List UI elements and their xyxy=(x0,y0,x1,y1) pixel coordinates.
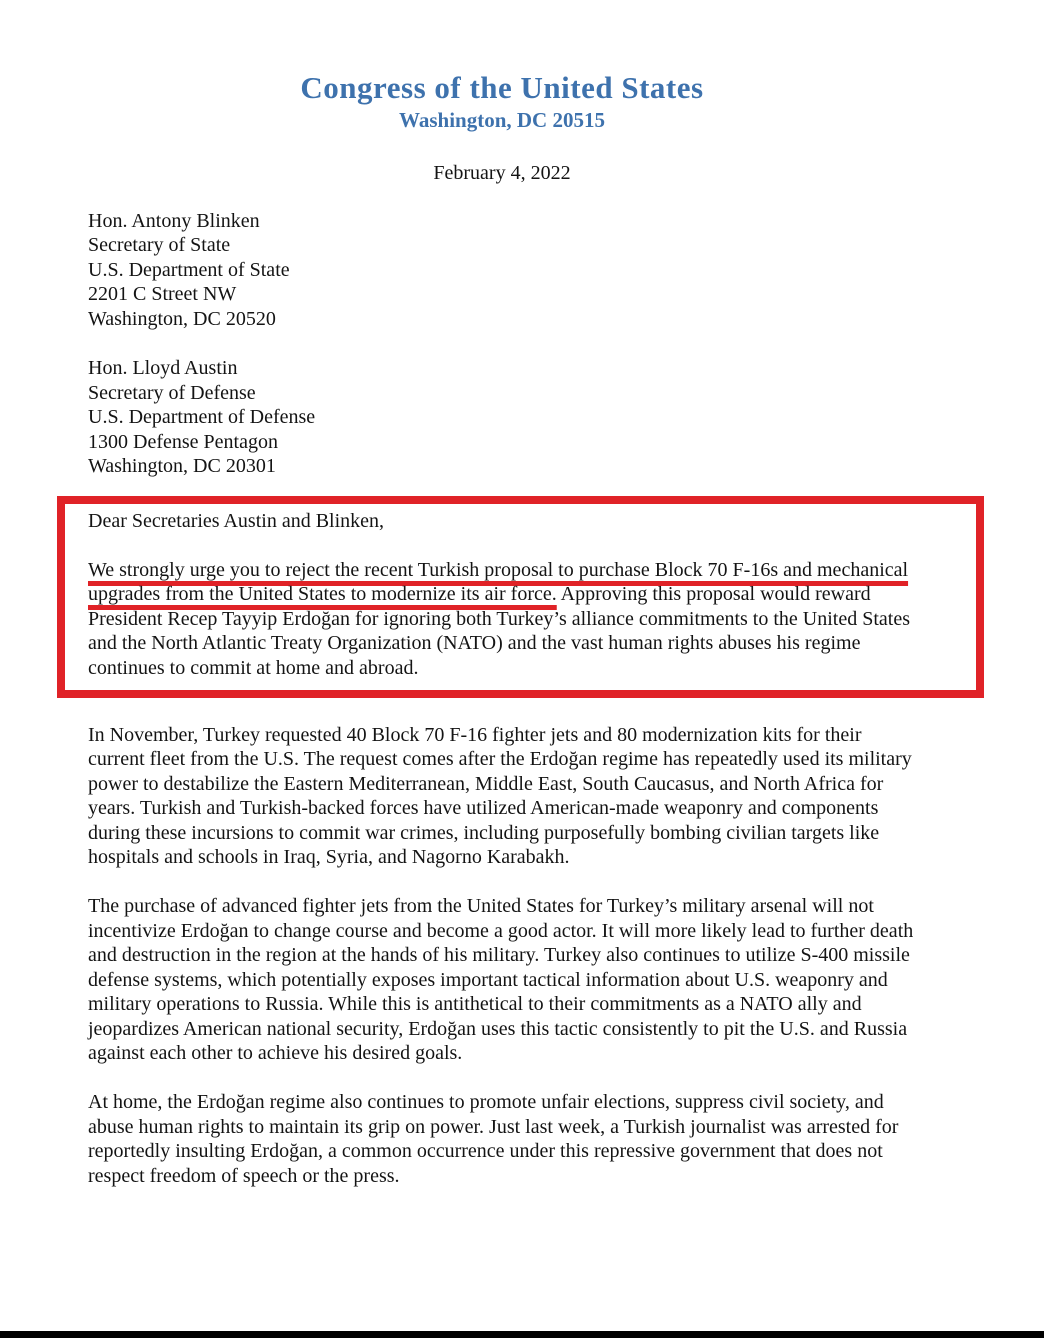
letterhead xyxy=(88,72,916,133)
recipient-city: Washington, DC 20301 xyxy=(88,455,276,478)
recipient-street: 2201 C Street NW xyxy=(88,283,237,306)
letterhead-title: Congress of the United States xyxy=(300,70,704,105)
paragraph-fighter-jets: The purchase of advanced fighter jets from the United States for Turkey’s military arsenal will not incentivize Erdoğan to change course and become a good actor. It will more likely lead to further death and destruction in the region at the hands of his military. Turkey also continues to utilize S-400 missile defense systems, which potentially exposes important tactical information about U.S. weaponry and military operations to Russia. While this is antithetical to their commitments as a NATO ally and jeopardizes American national security, Erdoğan uses this tactic consistently to pit the U.S. and Russia against each other to achieve his desired goals. xyxy=(88,895,914,1065)
recipient-title: Secretary of State xyxy=(88,234,231,257)
opening-paragraph xyxy=(88,558,916,681)
letterhead-subtitle: Washington, DC 20515 xyxy=(399,107,605,132)
letter-date: February 4, 2022 xyxy=(433,161,571,184)
paragraph-at-home: At home, the Erdoğan regime also continues to promote unfair elections, suppress civil society, and abuse human rights to maintain its grip on power. Just last week, a Turkish journalist was arrested for reportedly insulting Erdoğan, a common occurrence under this repressive government that does not respect freedom of speech or the press. xyxy=(88,1091,899,1187)
recipient-department: U.S. Department of State xyxy=(88,258,290,281)
recipient-austin-address xyxy=(88,356,1044,479)
salutation: Dear Secretaries Austin and Blinken, xyxy=(88,509,385,532)
opening-paragraph-rest: Approving this proposal would reward President Recep Tayyip Erdoğan for ignoring both Turkey’s alliance commitments to the United States and the North Atlantic Treaty Organization (NATO) and the vast human rights abuses his regime continues to commit at home and abroad. xyxy=(88,583,910,679)
paragraph-november-request: In November, Turkey requested 40 Block 70 F-16 fighter jets and 80 modernization kits for their current fleet from the U.S. The request comes after the Erdoğan regime has repeatedly used its military power to destabilize the Eastern Mediterranean, Middle East, South Caucasus, and North Africa for years. Turkish and Turkish-backed forces have utilized American-made weaponry and components during these incursions to commit war crimes, including purposefully bombing civilian targets like hospitals and schools in Iraq, Syria, and Nagorno Karabakh. xyxy=(88,723,912,869)
recipient-blinken-address xyxy=(88,209,1044,332)
recipient-city: Washington, DC 20520 xyxy=(88,307,276,330)
red-underlined-sentence: We strongly urge you to reject the recent Turkish proposal to purchase Block 70 F-16s and mechanical upgrades from the United States to modernize its air force. xyxy=(88,558,909,606)
recipient-title: Secretary of Defense xyxy=(88,381,256,404)
recipient-street: 1300 Defense Pentagon xyxy=(88,430,278,453)
scan-edge-bar xyxy=(0,1331,1044,1338)
recipient-name: Hon. Lloyd Austin xyxy=(88,357,238,380)
recipient-name: Hon. Antony Blinken xyxy=(88,209,260,232)
recipient-department: U.S. Department of Defense xyxy=(88,406,316,429)
red-highlight-box xyxy=(57,496,984,699)
